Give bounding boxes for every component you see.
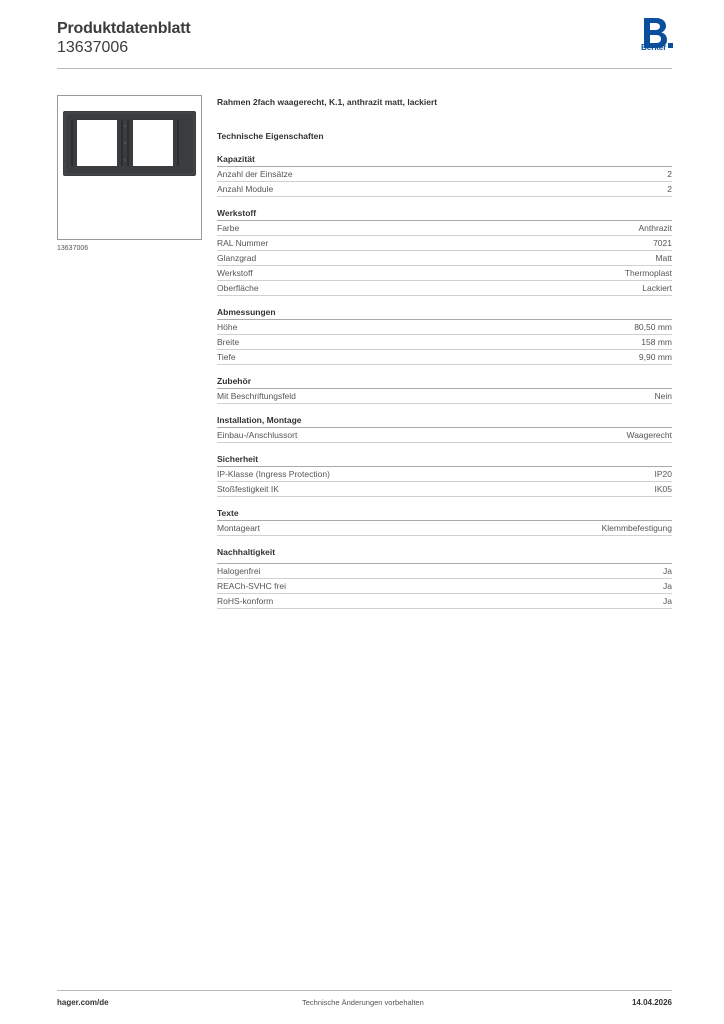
product-number: 13637006 <box>57 39 129 56</box>
spec-value: 9,90 mm <box>638 352 672 362</box>
spec-content <box>217 95 672 609</box>
spec-row <box>217 320 672 335</box>
section-title: Abmessungen <box>217 306 672 320</box>
spec-row <box>217 428 672 443</box>
spec-row <box>217 221 672 236</box>
section-title: Sicherheit <box>217 453 672 467</box>
spec-section <box>217 306 672 365</box>
spec-value: Thermoplast <box>624 268 672 278</box>
footer-date: 14.04.2026 <box>631 998 672 1007</box>
spec-row <box>217 251 672 266</box>
spec-label: Oberfläche <box>217 283 259 293</box>
spec-label: Farbe <box>217 223 240 233</box>
spec-label: RoHS-konform <box>217 596 274 606</box>
spec-value: Ja <box>663 581 672 591</box>
spec-value: Lackiert <box>642 283 672 293</box>
spec-section <box>217 453 672 497</box>
footer-website: hager.com/de <box>57 998 109 1007</box>
section-title: Installation, Montage <box>217 414 672 428</box>
spec-section <box>217 414 672 443</box>
spec-label: Anzahl Module <box>217 184 274 194</box>
spec-row <box>217 236 672 251</box>
spec-row <box>217 467 672 482</box>
spec-label: Stoßfestigkeit IK <box>217 484 279 494</box>
section-title: Kapazität <box>217 153 672 167</box>
spec-value: 80,50 mm <box>634 322 672 332</box>
spec-row <box>217 594 672 609</box>
spec-label: Mit Beschriftungsfeld <box>217 391 296 401</box>
spec-row <box>217 564 672 579</box>
section-title: Werkstoff <box>217 207 672 221</box>
double-frame-illustration <box>58 96 201 239</box>
header-divider <box>57 68 672 69</box>
spec-label: Halogenfrei <box>217 566 261 576</box>
spec-section <box>217 375 672 404</box>
spec-value: Waagerecht <box>626 430 672 440</box>
spec-row <box>217 182 672 197</box>
spec-section <box>217 207 672 296</box>
image-caption: 13637006 <box>57 245 89 252</box>
section-title: Texte <box>217 507 672 521</box>
spec-label: Einbau-/Anschlussort <box>217 430 298 440</box>
spec-row <box>217 482 672 497</box>
spec-value: Ja <box>663 566 672 576</box>
spec-value: Nein <box>654 391 672 401</box>
spec-value: Anthrazit <box>638 223 672 233</box>
technical-heading: Technische Eigenschaften <box>217 131 324 141</box>
spec-row <box>217 266 672 281</box>
spec-label: Höhe <box>217 322 238 332</box>
product-image <box>57 95 202 240</box>
spec-sections <box>217 153 672 609</box>
spec-value: Klemmbefestigung <box>601 523 672 533</box>
spec-label: IP-Klasse (Ingress Protection) <box>217 469 330 479</box>
spec-value: Matt <box>655 253 672 263</box>
spec-row <box>217 335 672 350</box>
spec-row <box>217 167 672 182</box>
spec-row <box>217 389 672 404</box>
spec-row <box>217 521 672 536</box>
spec-label: REACh-SVHC frei <box>217 581 286 591</box>
spec-label: RAL Nummer <box>217 238 269 248</box>
spec-value: IP20 <box>654 469 672 479</box>
spec-label: Anzahl der Einsätze <box>217 169 293 179</box>
logo-wordmark: Berker <box>641 43 667 52</box>
spec-value: 2 <box>667 184 672 194</box>
spec-value: 2 <box>667 169 672 179</box>
footer-note: Technische Änderungen vorbehalten <box>302 998 424 1007</box>
spec-label: Glanzgrad <box>217 253 257 263</box>
spec-row <box>217 579 672 594</box>
spec-value: Ja <box>663 596 672 606</box>
product-description: Rahmen 2fach waagerecht, K.1, anthrazit matt, lackiert <box>217 97 438 107</box>
spec-value: 158 mm <box>641 337 672 347</box>
spec-section <box>217 507 672 536</box>
spec-label: Breite <box>217 337 240 347</box>
spec-section <box>217 153 672 197</box>
section-title: Nachhaltigkeit <box>217 546 672 564</box>
spec-row <box>217 350 672 365</box>
spec-row <box>217 281 672 296</box>
footer-divider <box>57 990 672 991</box>
spec-value: 7021 <box>653 238 672 248</box>
spec-value: IK05 <box>654 484 672 494</box>
section-title: Zubehör <box>217 375 672 389</box>
spec-label: Montageart <box>217 523 260 533</box>
spec-label: Werkstoff <box>217 268 253 278</box>
header-title: Produktdatenblatt <box>57 20 191 37</box>
spec-label: Tiefe <box>217 352 236 362</box>
spec-section <box>217 546 672 609</box>
